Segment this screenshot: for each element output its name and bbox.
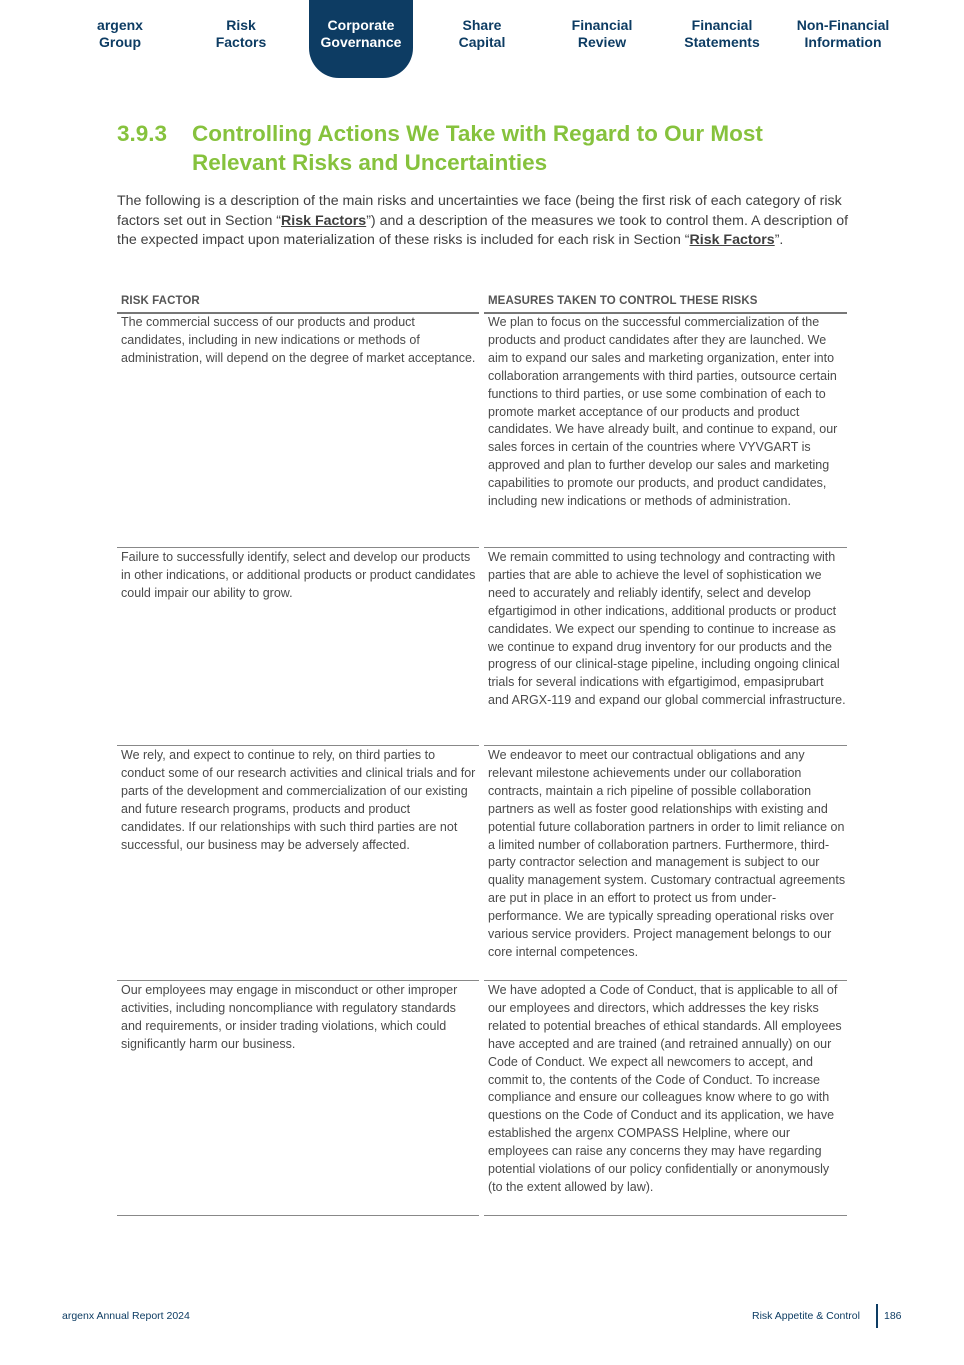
table-row <box>117 313 847 548</box>
column-header-risk-factor: RISK FACTOR <box>121 295 200 307</box>
nav-tab-label: Statements <box>684 34 760 50</box>
nav-tab-label: Capital <box>458 34 506 50</box>
nav-tab-label: Financial <box>571 17 633 33</box>
table-row <box>117 548 847 746</box>
row-divider <box>484 1215 847 1216</box>
nav-tab-label: Factors <box>215 34 267 50</box>
table-header <box>117 295 847 313</box>
section-number: 3.9.3 <box>117 121 168 146</box>
measure-cell: We plan to focus on the successful commercialization of the products and product candidates after they are launched. We aim to expand our sales and marketing organization, enter into collaboration arrangements with third parties, outsource certain functions to third parties, or use some combination of each to promote market acceptance of our products and product candidates. We have already built, and continue to expand, our sales forces in certain of the countries where VYVGART is approved and plan to further develop our sales and marketing capabilities to promote our products, and product candidates, including new indications or methods of administration. <box>488 315 838 509</box>
nav-tab-share-capital[interactable] <box>422 17 542 51</box>
column-header-measures: MEASURES TAKEN TO CONTROL THESE RISKS <box>488 295 758 307</box>
measure-cell: We endeavor to meet our contractual obligations and any relevant milestone achievements under our collaboration contracts, maintain a rich pipeline of possible collaboration partners as well as foster good relationships with existing and potential future collaboration partners in order to limit reliance on a limited number of collaboration partners. Furthermore, third-party contractor selection and management is subject to our quality management system. Customary contractual agreements are put in place in an effort to protect us from under-performance. We are typically spreading operational risks over various service providers. Project management belongs to our core internal competences. <box>488 748 846 959</box>
nav-tab-financial-review[interactable] <box>542 17 662 51</box>
nav-tab-label: argenx <box>97 17 143 33</box>
nav-tab-non-financial-information[interactable] <box>783 17 903 51</box>
table-row <box>117 981 847 1216</box>
page-number: 186 <box>884 1310 902 1322</box>
measure-cell: We remain committed to using technology and contracting with parties that are able to achieve the level of sophistication we need to accurately and reliably identify, select and develop efgartigimod in other indications, additional products or product candidates. We expect our spending to continue to increase as we continue to expand drug inventory for our products and the progress of our clinical-stage pipeline, including ongoing clinical trials for several indications with efgartigimod, empasiprubart and ARGX-119 and expand our global commercial infrastructure. <box>488 550 846 708</box>
nav-tab-label: Review <box>577 34 627 50</box>
nav-tab-argenx-group[interactable] <box>60 17 180 51</box>
nav-tab-corporate-governance[interactable] <box>309 0 413 78</box>
nav-tab-financial-statements[interactable] <box>662 17 782 51</box>
risk-factor-cell: Our employees may engage in misconduct or other improper activities, including noncompliance with regulatory standards and requirements, or insider trading violations, which could significantly harm our business. <box>121 983 458 1051</box>
intro-text: ”) and a description of the measures we took to control them. A description of the expected impact upon materialization of these risks is included for each risk in Section “ <box>117 212 849 248</box>
intro-paragraph <box>117 192 852 251</box>
risk-table <box>117 295 847 1216</box>
footer-report-title: argenx Annual Report 2024 <box>62 1310 190 1322</box>
measure-cell: We have adopted a Code of Conduct, that is applicable to all of our employees and directors, which addresses the key risks related to potential breaches of ethical standards. All employees have accepted and are trained (and retrained annually) on our Code of Conduct. We expect all newcomers to accept, and commit to, the contents of the Code of Conduct. To increase compliance and ensure our colleagues know where to go with questions on the Code of Conduct and its application, we have established the argenx COMPASS Helpline, where our employees can raise any concerns they may have regarding potential violations of our policy confidentially or anonymously (to the extent allowed by law). <box>488 983 842 1194</box>
nav-tab-label: Share <box>462 17 502 33</box>
row-divider <box>117 1215 479 1216</box>
table-row <box>117 746 847 981</box>
risk-factors-link[interactable]: Risk Factors <box>689 232 775 248</box>
risk-factor-cell: Failure to successfully identify, select and develop our products in other indications, or additional products or product candidates could impair our ability to grow. <box>121 550 476 600</box>
risk-factor-cell: The commercial success of our products and product candidates, including in new indications or methods of administration, will depend on the degree of market acceptance. <box>121 315 476 365</box>
risk-factors-link[interactable]: Risk Factors <box>281 212 367 229</box>
nav-tab-label: Financial <box>691 17 753 33</box>
nav-tab-label: Group <box>99 34 141 50</box>
nav-tab-risk-factors[interactable] <box>181 17 301 51</box>
nav-tab-label: Information <box>804 34 882 50</box>
intro-text: ”. <box>774 232 784 248</box>
top-navigation <box>60 0 903 80</box>
intro-text: The following is a description of the main risks and uncertainties we face (being the first risk of each category of risk factors set out in Section “ <box>117 193 842 229</box>
footer-section-name: Risk Appetite & Control <box>752 1310 860 1322</box>
section-title: Controlling Actions We Take with Regard to Our Most Relevant Risks and Uncertainties <box>192 121 763 175</box>
nav-tab-label: Risk <box>226 17 256 33</box>
nav-tab-label: Non-Financial <box>796 17 890 33</box>
footer-divider <box>876 1304 878 1328</box>
nav-tab-label: Corporate <box>327 17 395 33</box>
nav-tab-label: Governance <box>320 34 402 50</box>
risk-factor-cell: We rely, and expect to continue to rely, on third parties to conduct some of our research activities and clinical trials and for parts of the development and commercialization of our existing and future research programs, products and product candidates. If our relationships with such third parties are not successful, our business may be adversely affected. <box>121 748 476 852</box>
